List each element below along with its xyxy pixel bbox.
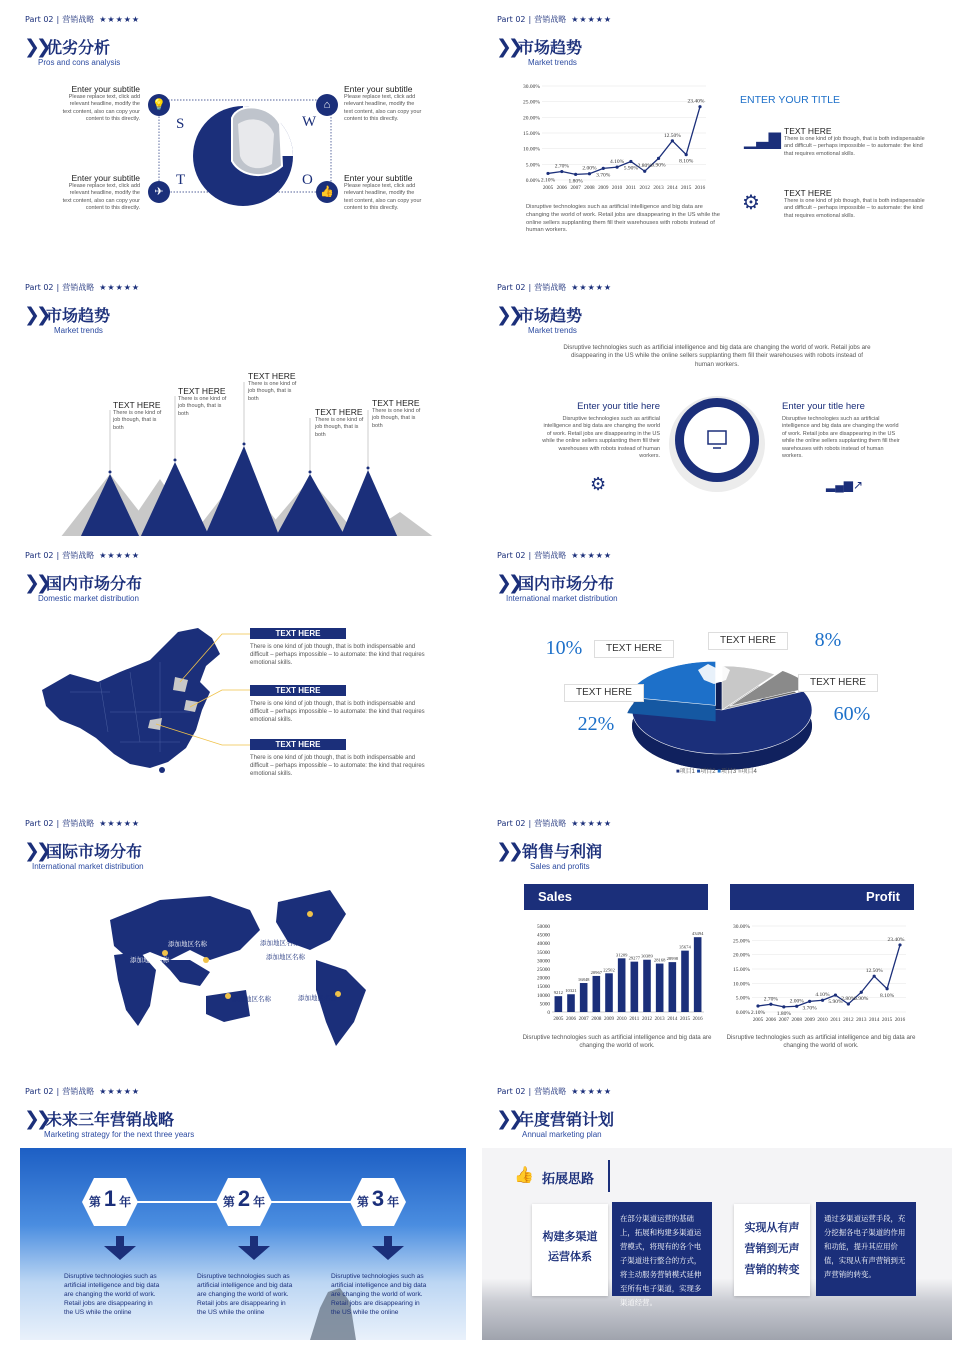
x-tick-label: 2011 (629, 1017, 640, 1022)
slide-market-trends-circle (482, 274, 952, 536)
slide-subtitle: Annual marketing plan (522, 1130, 602, 1139)
x-tick-label: 2013 (654, 1017, 665, 1022)
data-label: 2.10% (540, 177, 556, 184)
data-label: 2.70% (763, 996, 779, 1003)
bar-value-label: 28168 (653, 957, 666, 963)
x-tick-label: 2014 (868, 1017, 880, 1023)
slide-international-pie (482, 542, 952, 804)
data-point (885, 987, 888, 990)
card-1-body: 在部分渠道运营的基础上，拓展和构建多渠道运营模式，将现有的各个电子渠道进行整合的方式，将主动服务营销模式延伸至所有电子渠道，实现多渠道经营。 (612, 1202, 712, 1296)
slide-title: 国内市场分布 (46, 574, 143, 593)
data-label: 12.50% (865, 968, 883, 975)
bar-value-label: 10321 (565, 988, 577, 994)
chevron-icon: ❯❯ (24, 840, 48, 862)
place-5: 添加地区名称 (232, 996, 271, 1003)
data-label: 3.70% (596, 172, 611, 179)
year-1-label: 第 1 年 (88, 1186, 132, 1211)
data-label: 6.90% (854, 996, 869, 1003)
place-3: 添加地区名称 (260, 940, 299, 947)
slide-three-year-strategy (10, 1078, 480, 1340)
data-point (629, 160, 632, 163)
swot-block-t: Enter your subtitle Please replace text, click add relevant headline, modify the text content, also can copy your content to this directly. (62, 173, 140, 212)
y-tick-label: 35000 (537, 949, 550, 956)
data-label: 2.80% (637, 163, 652, 170)
y-tick-label: 5.00% (525, 162, 540, 169)
x-tick-label: 2009 (804, 1017, 815, 1023)
y-tick-label: 15.00% (523, 131, 540, 137)
chevron-icon: ❯❯ (496, 36, 520, 58)
slide-market-trends-line (482, 6, 952, 268)
peak-3: TEXT HERE There is one kind of job though, that is both (248, 371, 297, 402)
callout-1: TEXT HERE (594, 640, 674, 658)
pie-chart (482, 542, 952, 804)
bar-value-label: 20967 (590, 969, 603, 975)
part-header: Part 02 | 营销战略 ★★★★★ (25, 551, 141, 560)
x-tick-label: 2007 (570, 185, 581, 191)
slide-subtitle: Market trends (528, 326, 577, 335)
bar-chart-icon: ▁▃▇ (744, 132, 781, 149)
entry-label-3: TEXT HERE (250, 739, 346, 750)
sales-bar-chart (518, 918, 708, 1030)
bar (605, 973, 613, 1012)
bar (656, 964, 664, 1012)
x-tick-label: 2010 (611, 185, 623, 191)
svg-text:W: W (302, 114, 317, 130)
year-3-body: Disruptive technologies such as artificial intelligence and big data are changing the world of work. Retail jobs are disappearing in the US while the online (331, 1273, 427, 1316)
slide-subtitle: Market trends (54, 326, 103, 335)
y-tick-label: 10000 (537, 992, 550, 999)
bar (669, 962, 677, 1012)
x-tick-label: 2009 (604, 1017, 614, 1022)
swot-block-s: Enter your subtitle Please replace text, click add relevant headline, modify the text content, also can copy your content to this directly. (62, 84, 140, 123)
data-label: 5.90% (623, 165, 639, 172)
data-label: 2.00% (789, 998, 804, 1005)
slide-title: 优劣分析 (46, 38, 111, 57)
intro-text: Disruptive technologies such as artificial intelligence and big data are changing the world of work. Retail jobs are disappearing in the US while the online sellers supplanting them fill their warehouses with robots instead of human workers. (563, 344, 871, 368)
bar (681, 951, 689, 1012)
chevron-icon: ❯❯ (496, 304, 520, 326)
part-header: Part 02 | 营销战略 ★★★★★ (25, 1087, 141, 1096)
x-tick-label: 2011 (625, 185, 637, 191)
data-label: 4.10% (815, 992, 830, 999)
slide-title: 国际市场分布 (46, 842, 143, 861)
bar-value-label: 31209 (615, 952, 628, 958)
callout-2: TEXT HERE (708, 632, 788, 650)
y-tick-label: 30000 (537, 958, 550, 965)
y-tick-label: 25.00% (733, 938, 750, 945)
year-2-label: 第 2 年 (222, 1186, 266, 1211)
data-point (546, 172, 549, 175)
x-tick-label: 2008 (791, 1017, 802, 1023)
lightbulb-icon: 💡 (148, 94, 170, 116)
part-header: Part 02 | 营销战略 ★★★★★ (25, 819, 141, 828)
profit-line-chart (722, 918, 912, 1030)
place-1: 添加地区名称 (168, 941, 207, 948)
y-tick-label: 5000 (539, 1001, 550, 1008)
y-tick-label: 25000 (537, 967, 550, 973)
gear-icon: ⚙ (590, 474, 607, 494)
slide-subtitle: Domestic market distribution (38, 594, 139, 603)
entry-label-2: TEXT HERE (250, 685, 346, 696)
data-point (769, 1003, 772, 1006)
data-point (782, 1005, 785, 1008)
data-point (756, 1004, 759, 1007)
data-point (847, 1002, 850, 1005)
svg-text:T: T (176, 172, 186, 188)
y-tick-label: 40000 (537, 941, 550, 948)
swot-graphic (10, 6, 480, 268)
profit-caption: Disruptive technologies such as artificial intelligence and big data are changing the world of work. (726, 1034, 916, 1050)
y-tick-label: 10.00% (733, 981, 750, 988)
bar (580, 983, 588, 1012)
left-block: Enter your title here Disruptive technologies such as artificial intelligence and big data are changing the world of work. Retail jobs are disappearing in the US while the online sellers supplanting them fill their warehouses with robots instead of human workers. (542, 401, 660, 460)
data-point (873, 975, 876, 978)
data-point (643, 170, 646, 173)
slide-world-map (10, 810, 480, 1072)
part-header: Part 02 | 营销战略 ★★★★★ (25, 15, 141, 24)
data-label: 12.50% (663, 132, 681, 139)
slide-title: 市场趋势 (518, 306, 583, 325)
y-tick-label: 0.00% (735, 1010, 750, 1016)
y-tick-label: 5.00% (735, 995, 750, 1002)
bar (694, 937, 702, 1012)
right-block: Enter your title here Disruptive technologies such as artificial intelligence and big data are changing the world of work. Retail jobs are disappearing in the US while the online sellers supplanting them fill their warehouses with robots instead of human workers. (782, 401, 900, 460)
y-tick-label: 20.00% (733, 952, 750, 959)
plan-header: 拓展思路 (542, 1171, 595, 1186)
data-label: 2.80% (841, 995, 856, 1002)
part-header: Part 02 | 营销战略 ★★★★★ (497, 551, 613, 560)
bar-value-label: 29277 (628, 955, 641, 961)
chevron-icon: ❯❯ (496, 572, 520, 594)
bar-value-label: 22502 (603, 967, 615, 973)
data-point (898, 943, 901, 946)
x-tick-label: 2016 (894, 1017, 906, 1023)
x-tick-label: 2008 (591, 1017, 602, 1022)
x-tick-label: 2011 (830, 1017, 841, 1023)
slide-subtitle: Marketing strategy for the next three years (44, 1130, 195, 1139)
slide-title: 年度营销计划 (518, 1110, 615, 1129)
x-tick-label: 2007 (578, 1017, 589, 1022)
entry-label-1: TEXT HERE (250, 628, 346, 639)
pie-legend: ■项目1 ■项目2 ■项目3 ■项目4 (676, 769, 757, 775)
x-tick-label: 2009 (598, 185, 609, 191)
bar-value-label: 16848 (577, 977, 590, 983)
year-2-body: Disruptive technologies such as artificial intelligence and big data are changing the world of work. Retail jobs are disappearing in the US while the online (197, 1273, 293, 1316)
chevron-icon: ❯❯ (24, 304, 48, 326)
item-2: TEXT HERE There is one kind of job though, that is both indispensable and difficult – perhaps impossible – to automate: the kind that requires emotional skills. (784, 188, 925, 219)
slide-subtitle: Sales and profits (530, 862, 590, 871)
place-6: 添加地区名称 (298, 995, 337, 1002)
svg-text:S: S (176, 116, 185, 132)
place-2: 添加地区名称 (130, 957, 169, 964)
x-tick-label: 2005 (542, 185, 554, 191)
chevron-icon: ❯❯ (24, 1108, 48, 1130)
x-tick-label: 2015 (680, 185, 692, 191)
x-tick-label: 2016 (694, 185, 706, 191)
y-tick-label: 25.00% (523, 99, 540, 106)
callout-3: TEXT HERE (564, 684, 644, 702)
x-tick-label: 2008 (584, 185, 595, 191)
pie-value-label: 8% (814, 629, 842, 651)
y-tick-label: 0 (547, 1010, 550, 1016)
data-label: 23.40% (887, 936, 905, 943)
slide-subtitle: Market trends (528, 58, 577, 67)
entry-body-3: There is one kind of job though, that is both indispensable and difficult – perhaps impossible – to automate: the kind that requires emotional skills. (250, 755, 425, 778)
data-point (834, 993, 837, 996)
slide-subtitle: International market distribution (506, 594, 618, 603)
peak-2: TEXT HERE There is one kind of job though, that is both (178, 386, 227, 417)
swot-block-o: Enter your subtitle Please replace text, click add relevant headline, modify the text content, also can copy your content to this directly. (344, 173, 422, 212)
data-label: 3.70% (802, 1005, 817, 1012)
data-label: 1.80% (776, 1010, 791, 1017)
y-tick-label: 20000 (537, 975, 550, 982)
slide-title: 市场趋势 (518, 38, 583, 57)
data-label: 5.90% (828, 999, 843, 1006)
slide-subtitle: International market distribution (32, 862, 144, 871)
entry-body-2: There is one kind of job though, that is both indispensable and difficult – perhaps impossible – to automate: the kind that requires emotional skills. (250, 701, 425, 724)
pie-value-label: 10% (545, 637, 583, 659)
pie-value-label: 60% (833, 703, 871, 725)
data-point (685, 153, 688, 156)
growth-chart-icon: ▂▄▆↗ (826, 478, 864, 492)
data-label: 2.10% (750, 1009, 766, 1016)
x-tick-label: 2006 (556, 185, 568, 191)
slide-title: 未来三年营销战略 (46, 1110, 175, 1129)
peak-5: TEXT HERE There is one kind of job though, that is both (372, 398, 421, 429)
slide-subtitle: Pros and cons analysis (38, 58, 121, 67)
card-1-title: 构建多渠道运营体系 (532, 1204, 608, 1296)
data-point (808, 1000, 811, 1003)
part-header: Part 02 | 营销战略 ★★★★★ (497, 1087, 613, 1096)
bar-value-label: 30389 (641, 953, 653, 959)
part-header: Part 02 | 营销战略 ★★★★★ (497, 15, 613, 24)
chevron-icon: ❯❯ (24, 572, 48, 594)
line-chart (512, 78, 712, 198)
bar-value-label: 35674 (679, 944, 691, 950)
y-tick-label: 10.00% (523, 146, 540, 153)
data-point (698, 105, 701, 108)
y-tick-label: 30.00% (523, 84, 540, 90)
bar (593, 976, 601, 1012)
data-label: 4.10% (609, 159, 625, 166)
y-tick-label: 15.00% (733, 967, 750, 973)
callout-4: TEXT HERE (798, 674, 878, 692)
chart-caption: Disruptive technologies such as artificial intelligence and big data are changing the world of work. Retail jobs are disappearing in the US while the online sellers supplanting them fill their warehouses with robots instead of human workers. (526, 204, 720, 234)
y-tick-label: 30.00% (733, 924, 750, 930)
chevron-icon: ❯❯ (496, 1108, 520, 1130)
data-point (821, 999, 824, 1002)
y-tick-label: 45000 (537, 932, 550, 939)
data-point (657, 157, 660, 160)
header-divider (608, 1160, 610, 1192)
airplane-icon: ✈ (148, 181, 170, 203)
part-header: Part 02 | 营销战略 ★★★★★ (25, 283, 141, 292)
part-header: Part 02 | 营销战略 ★★★★★ (497, 283, 613, 292)
right-title: ENTER YOUR TITLE (740, 94, 840, 106)
world-map (10, 810, 480, 1072)
data-point (560, 170, 563, 173)
data-point (860, 991, 863, 994)
item-1: TEXT HERE There is one kind of job though, that is both indispensable and difficult – perhaps impossible – to automate: the kind that requires emotional skills. (784, 126, 925, 157)
card-2-body: 通过多渠道运营手段，充分挖掘各电子渠道的作用和功能，提升其应用价值，实现从有声营销到无声营销的转变。 (816, 1202, 916, 1296)
bar (631, 962, 639, 1012)
y-tick-label: 15000 (537, 984, 550, 991)
slide-sales-profit (482, 810, 952, 1072)
data-point (795, 1005, 798, 1008)
bar (618, 958, 626, 1012)
data-label: 2.00% (582, 165, 597, 172)
year-1-body: Disruptive technologies such as artificial intelligence and big data are changing the world of work. Retail jobs are disappearing in the US while the online (64, 1273, 160, 1316)
peak-1: TEXT HERE There is one kind of job though, that is both (113, 400, 162, 431)
data-point (602, 167, 605, 170)
data-point (588, 172, 591, 175)
year-3-label: 第 3 年 (356, 1186, 400, 1211)
x-tick-label: 2015 (680, 1017, 690, 1022)
data-point (671, 139, 674, 142)
slide-swot (10, 6, 480, 268)
x-tick-label: 2014 (667, 185, 678, 191)
sales-header: Sales (524, 884, 708, 910)
x-tick-label: 2005 (752, 1017, 764, 1023)
data-label: 8.10% (879, 992, 895, 999)
profit-header: Profit (730, 884, 914, 910)
bar-value-label: 43494 (691, 931, 704, 937)
entry-body-1: There is one kind of job though, that is both indispensable and difficult – perhaps impossible – to automate: the kind that requires emotional skills. (250, 644, 425, 667)
peak-4: TEXT HERE There is one kind of job though, that is both (315, 407, 364, 438)
data-label: 23.40% (687, 98, 705, 105)
sales-caption: Disruptive technologies such as artificial intelligence and big data are changing the world of work. (522, 1034, 712, 1050)
x-tick-label: 2015 (881, 1017, 893, 1023)
data-point (574, 173, 577, 176)
chevron-icon: ❯❯ (496, 840, 520, 862)
bar (567, 994, 575, 1012)
place-4: 添加地区名称 (266, 954, 305, 961)
slide-title: 国内市场分布 (518, 574, 615, 593)
svg-text:O: O (302, 172, 313, 188)
thumbs-up-icon: 👍 (514, 1167, 534, 1184)
x-tick-label: 2007 (778, 1017, 790, 1023)
home-icon: ⌂ (316, 94, 338, 116)
x-tick-label: 2012 (843, 1017, 854, 1023)
y-tick-label: 0.00% (525, 178, 540, 184)
x-tick-label: 2016 (692, 1017, 703, 1022)
slide-title: 销售与利润 (522, 842, 603, 861)
bar (555, 996, 563, 1012)
x-tick-label: 2010 (817, 1017, 828, 1023)
data-label: 6.90% (651, 162, 666, 169)
x-tick-label: 2013 (856, 1017, 867, 1023)
slide-market-trends-peaks (10, 274, 480, 536)
x-tick-label: 2006 (765, 1017, 777, 1023)
x-tick-label: 2005 (553, 1017, 564, 1022)
x-tick-label: 2006 (566, 1017, 576, 1022)
y-tick-label: 50000 (537, 924, 550, 930)
slide-annual-plan (482, 1078, 952, 1340)
slide-title: 市场趋势 (46, 306, 111, 325)
x-tick-label: 2012 (639, 185, 650, 191)
card-2-title: 实现从有声营销到无声营销的转变 (734, 1204, 810, 1296)
gears-icon: ⚙ (742, 192, 760, 214)
y-tick-label: 20.00% (523, 115, 540, 122)
data-point (615, 166, 618, 169)
thumbs-up-icon: 👍 (316, 181, 338, 203)
data-label: 2.70% (554, 163, 569, 170)
data-label: 1.80% (568, 178, 583, 185)
x-tick-label: 2012 (642, 1017, 652, 1022)
x-tick-label: 2010 (616, 1017, 627, 1022)
part-header: Part 02 | 营销战略 ★★★★★ (497, 819, 613, 828)
bar-value-label: 28998 (666, 956, 679, 962)
slide-domestic-market (10, 542, 480, 804)
x-tick-label: 2014 (667, 1017, 678, 1022)
pie-value-label: 22% (577, 713, 615, 735)
bar-value-label: 9212 (553, 990, 563, 996)
x-tick-label: 2013 (653, 185, 664, 191)
bar (643, 960, 651, 1012)
data-label: 8.10% (679, 158, 694, 165)
swot-block-w: Enter your subtitle Please replace text, click add relevant headline, modify the text content, also can copy your content to this directly. (344, 84, 422, 123)
chevron-icon: ❯❯ (24, 36, 48, 58)
